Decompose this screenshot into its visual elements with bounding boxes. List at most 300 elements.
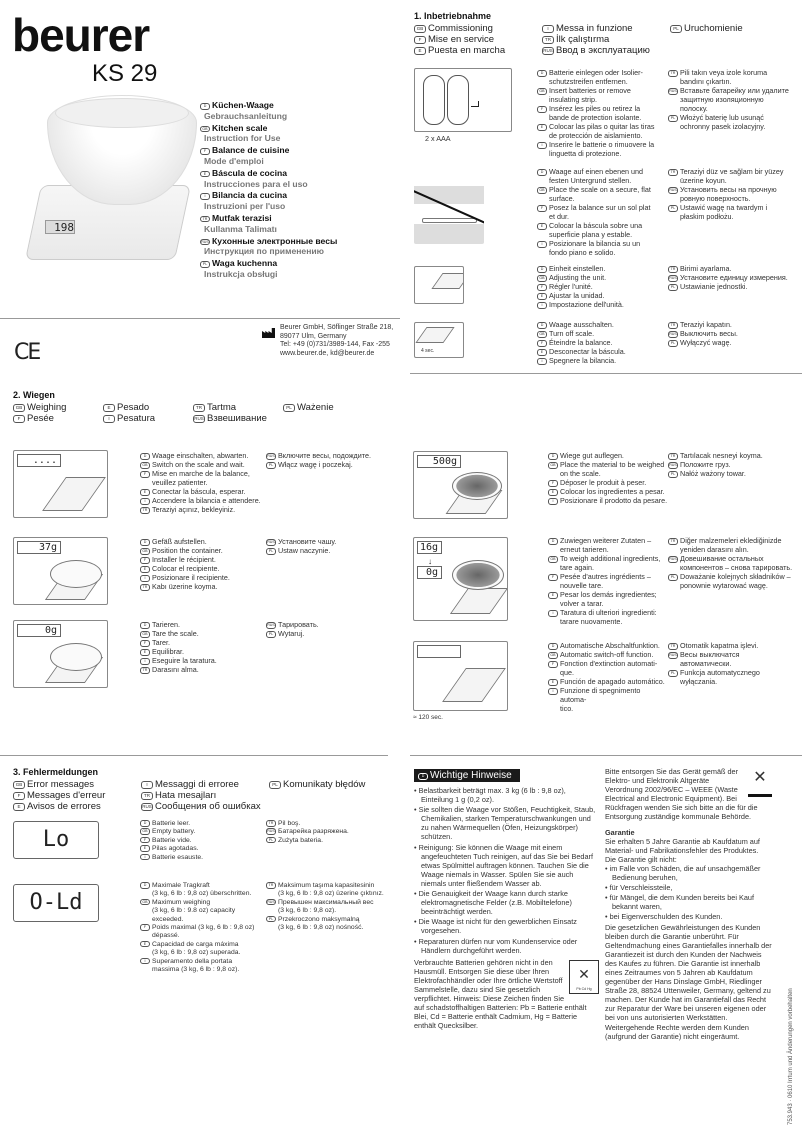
product-title-text: Bilancia da cucina	[212, 190, 287, 201]
product-subtitle: Instrucciones para el uso	[204, 178, 308, 189]
instruction-line	[668, 167, 798, 185]
lang-badge-f: F	[548, 480, 558, 487]
text-line: Tel: +49 (0)731/3989-144, Fax -255	[280, 341, 390, 349]
lang-badge-e: E	[140, 649, 150, 656]
bullet-item: • Die Waage ist nicht für den gewerblichen Einsatz vorgesehen.	[414, 917, 577, 936]
instruction-text: Fonction d'extinction automati- que.	[560, 659, 658, 677]
lang-title	[13, 790, 141, 801]
instruction-text: Tare the scale.	[152, 629, 199, 638]
product-title	[200, 123, 337, 134]
instruction-text: Funzione di spegnimento automa- tico.	[560, 686, 641, 713]
garantie-text: Die gesetzlichen Gewährleistungen des Kunden bleiben durch die Garantie unberührt. Für Geltendmachung eines Garantiefalles innerhalb der Garantiezeit ist durch den Kunden der Nachweis des Kaufes zu führen. Die Garantie ist innerhalb eines Zeitraumes von 5 Jahren ab Kaufdatum gegenüber der Hans Dinslage GmbH, Riedlinger Straße 28, 88524 Uttenweiler, Germany, geltend zu machen. Der Kunde hat im Garantiefall das Recht zur Reparatur der Ware bei unseren eigenen oder bei von uns autorisierten Werkstätten. Weitergehende Rechte werden dem Kunden (aufgrund der Garantie) nicht eingeräumt.	[605, 922, 772, 1041]
lang-badge-f: F	[537, 205, 547, 212]
instruction-text: Switch on the scale and wait.	[152, 460, 245, 469]
lang-title-text: Сообщения об ошибках	[155, 801, 261, 812]
lang-badge-rus: RUS	[194, 416, 204, 421]
instruction-text: Colocar la báscula sobre una superficie plana y estable.	[549, 221, 643, 239]
instruction-line	[140, 582, 266, 591]
lang-badge-pl: PL	[668, 284, 678, 291]
lang-badge-tr: TR	[193, 404, 205, 412]
step-text	[140, 620, 266, 674]
step-text	[266, 882, 396, 932]
lang-badge-e: E	[140, 845, 150, 852]
product-title-text: Báscula de cocina	[212, 167, 287, 178]
instruction-text: Tarer.	[152, 638, 170, 647]
lang-title	[193, 402, 283, 413]
lang-title-text: Avisos de errores	[27, 801, 101, 812]
instruction-text: Установите чашу.	[278, 537, 337, 546]
instruction-text: Ustaw naczynie.	[278, 546, 331, 555]
lang-badge: D	[418, 773, 428, 780]
step-text	[668, 536, 798, 590]
lang-title	[193, 413, 283, 424]
lang-badge-i: I	[140, 498, 150, 505]
instruction-line	[537, 185, 665, 203]
instruction-line	[537, 291, 665, 300]
lang-badge-e: E	[548, 489, 558, 496]
instruction-line	[140, 469, 266, 487]
lang-badge-tr: TR	[140, 507, 150, 514]
lang-badge-gb: GB	[548, 652, 558, 659]
instruction-text: Batterie vide.	[152, 836, 192, 844]
instruction-text: Ustawianie jednostki.	[680, 282, 748, 291]
instruction-line	[266, 882, 396, 899]
step-text	[668, 641, 798, 686]
lang-badge-gb: GB	[140, 631, 150, 638]
lang-badge-rus: RUS	[543, 48, 553, 53]
instruction-line	[668, 273, 798, 282]
lang-badge-e: E	[140, 941, 150, 948]
instruction-line	[548, 536, 668, 554]
instruction-text: Батарейка разряжена.	[278, 828, 349, 836]
divider	[0, 318, 400, 319]
battery-illustration	[414, 68, 512, 132]
lang-title	[13, 801, 141, 812]
instruction-line	[668, 554, 798, 572]
instruction-text: Position the container.	[152, 546, 223, 555]
instruction-text: Zuwiegen weiterer Zutaten – erneut tarieren.	[560, 536, 652, 554]
instruction-text: Pilas agotadas.	[152, 845, 199, 853]
instruction-line	[537, 122, 665, 140]
lang-title-text: Pesée	[27, 413, 54, 424]
lang-badge-gb: GB	[200, 126, 210, 133]
section-title-weighing: 2. Wiegen	[13, 390, 55, 400]
lang-badge-i: I	[140, 575, 150, 582]
battery-disposal-text: Verbrauchte Batterien gehören nicht in den Hausmüll. Entsorgen Sie diese über Ihren Elektrofachhändler oder Ihre örtliche Wertstoff Sammelstelle, dazu sind Sie gesetzlich verpflichtet. Hinweis: Diese Zeichen finden Sie auf schadstoffhaltigen Batterien: Pb = Batterie enthält Blei, Cd = Batterie enthält Cadmium, Hg = Batterie enthält Quecksilber.	[414, 957, 587, 1031]
instruction-line	[140, 487, 266, 496]
instruction-line	[140, 620, 266, 629]
lang-title	[414, 34, 542, 45]
auto-off-label: ≈ 120 sec.	[413, 714, 443, 721]
instruction-line	[140, 573, 266, 582]
lang-badge-d: D	[548, 538, 558, 545]
lang-badge-i: I	[548, 610, 558, 617]
bullet-item: • Sie sollten die Waage vor Stößen, Feuchtigkeit, Staub, Chemikalien, starken Temperaturschwankungen und zu nahen Wärmequellen (Öfen, Heizungskörper) schützen.	[414, 805, 596, 842]
lang-title-text: Messa in funzione	[556, 23, 633, 34]
instruction-line	[266, 629, 396, 638]
lang-badge-pl: PL	[668, 471, 678, 478]
lang-badge-d: D	[140, 820, 150, 827]
instruction-line	[140, 665, 266, 674]
lang-title	[542, 23, 670, 34]
lang-column	[414, 23, 542, 56]
instruction-text: Déposer le produit à peser.	[560, 478, 647, 487]
instruction-line	[668, 264, 798, 273]
lang-badge-pl: PL	[668, 115, 678, 122]
lang-badge-pl: PL	[668, 340, 678, 347]
lang-title-text: Ważenie	[297, 402, 334, 413]
lang-title-text: Pesado	[117, 402, 150, 413]
lang-badge-pl: PL	[668, 670, 678, 677]
instruction-line	[266, 620, 396, 629]
instruction-text: Insérez les piles ou retirez la bande de protection isolante.	[549, 104, 642, 122]
instruction-text: Poids maximal (3 kg, 6 lb : 9,8 oz) dépassé.	[152, 924, 255, 940]
instruction-text: Posez la balance sur un sol plat et dur.	[549, 203, 651, 221]
instruction-text: Place the scale on a secure, flat surface.	[549, 185, 651, 203]
instruction-line	[548, 478, 668, 487]
lang-badge-d: D	[140, 882, 150, 889]
product-title-text: Mutfak terazisi	[212, 212, 272, 223]
product-title	[200, 168, 337, 179]
lang-badge-tr: TR	[200, 216, 210, 223]
instruction-text: Colocar el recipiente.	[152, 564, 220, 573]
weighing-figure	[13, 620, 108, 688]
instruction-text: Zużyta bateria.	[278, 836, 323, 844]
instruction-text: Kabı üzerine koyma.	[152, 582, 218, 591]
lang-badge-i: I	[103, 415, 115, 423]
lang-title-text: Commissioning	[428, 23, 493, 34]
step-text	[548, 536, 668, 626]
instruction-text: Desconectar la báscula.	[549, 347, 626, 356]
instruction-text: Włożyć baterię lub usunąć ochronny pasek izolacyjny.	[680, 113, 766, 131]
lang-badge-i: I	[140, 958, 150, 965]
instruction-line	[140, 837, 266, 845]
lang-badge-i: I	[537, 302, 547, 309]
instruction-line	[548, 496, 668, 505]
scale-display: 198	[45, 220, 75, 234]
instruction-text: Diğer malzemeleri eklediğinizde yeniden darasını alın.	[680, 536, 782, 554]
lang-badge-pl: PL	[266, 916, 276, 923]
lang-column	[193, 402, 283, 424]
instruction-line	[140, 828, 266, 836]
lcd-display: ....	[17, 454, 61, 467]
instruction-text: Tarieren.	[152, 620, 180, 629]
instruction-line	[140, 505, 266, 514]
lang-title-text: Uruchomienie	[684, 23, 743, 34]
lang-title-text: Error messages	[27, 779, 95, 790]
lang-title	[670, 23, 770, 34]
lang-badge-rus: RUS	[267, 899, 275, 904]
product-subtitle: Gebrauchsanleitung	[204, 110, 288, 121]
lang-badge-gb: GB	[537, 187, 547, 194]
lang-badge-pl: PL	[269, 781, 281, 789]
unit-button-illustration	[414, 266, 464, 304]
lang-badge-i: I	[140, 658, 150, 665]
instruction-text: Spegnere la bilancia.	[549, 356, 617, 365]
instruction-line	[668, 572, 798, 590]
instruction-text: Accendere la bilancia e attendere.	[152, 496, 261, 505]
instruction-line	[140, 882, 266, 899]
weighing-figure	[413, 641, 508, 711]
lang-title	[141, 779, 269, 790]
instruction-line	[140, 941, 266, 958]
instruction-text: Ustawić wagę na twardym i płaskim podłożu.	[680, 203, 768, 221]
instruction-line	[548, 641, 668, 650]
lang-badge-tr: TR	[141, 792, 153, 800]
lang-badge-e: E	[537, 293, 547, 300]
lang-title	[542, 45, 670, 56]
lang-badge-i: I	[537, 142, 547, 149]
lang-title-text: Pesatura	[117, 413, 156, 424]
instruction-line	[140, 845, 266, 853]
instruction-text: Установите единицу измерения.	[680, 273, 788, 282]
lcd-display: 500g	[417, 455, 461, 468]
instruction-text: Весы выключатся автоматически.	[680, 650, 740, 668]
lang-badge-tr: TR	[668, 643, 678, 650]
product-subtitle: Instruction for Use	[204, 133, 281, 144]
instruction-text: Batterie esauste.	[152, 853, 204, 861]
lang-badge-d: D	[537, 266, 547, 273]
lang-badge-d: D	[548, 643, 558, 650]
instruction-text: Empty battery.	[152, 828, 196, 836]
instruction-text: Impostazione dell'unità.	[549, 300, 624, 309]
product-title-text: Кухонные электронные весы	[212, 235, 338, 246]
instruction-text: Pesée d'autres ingrédients – nouvelle tare.	[560, 572, 651, 590]
instruction-text: Pesar los demás ingredientes; volver a tarar.	[560, 590, 657, 608]
lang-badge-i: I	[537, 241, 547, 248]
instruction-text: Waage auf einen ebenen und festen Untergrund stellen.	[549, 167, 644, 185]
lang-title-text: Komunikaty błędów	[283, 779, 366, 790]
divider	[0, 755, 388, 756]
weee-bin-icon: ✕	[748, 767, 772, 797]
instruction-line	[548, 659, 668, 677]
lcd-display: 0g	[417, 566, 442, 579]
product-title-text: Kitchen scale	[212, 122, 268, 133]
lang-badge-d: D	[140, 453, 150, 460]
garantie-title: Garantie	[605, 827, 635, 837]
product-subtitle: Mode d'emploi	[204, 155, 264, 166]
lang-badge-f: F	[537, 106, 547, 113]
step-text	[537, 68, 665, 158]
lang-badge-gb: GB	[537, 275, 547, 282]
bullet-item: • Reparaturen dürfen nur vom Kundenservice oder Händlern durchgeführt werden.	[414, 936, 578, 955]
instruction-text: Posizionare il prodotto da pesare.	[560, 496, 668, 505]
instruction-text: Automatische Abschaltfunktion.	[560, 641, 660, 650]
weighing-figure: 16g ↓ 0g	[413, 537, 508, 621]
manufacturer-icon	[262, 328, 275, 338]
product-title	[200, 145, 337, 156]
instruction-line	[668, 320, 798, 329]
lang-column	[103, 402, 193, 424]
instruction-line	[537, 203, 665, 221]
instruction-text: Wiege gut auflegen.	[560, 451, 624, 460]
product-title	[200, 258, 337, 269]
instruction-line	[548, 590, 668, 608]
instruction-line	[548, 572, 668, 590]
lang-badge-rus: RUS	[669, 332, 677, 336]
instruction-line	[537, 167, 665, 185]
product-subtitle: Instrukcja obsługi	[204, 268, 278, 279]
bullet-item: • bei Eigenverschulden des Kunden.	[605, 912, 723, 922]
product-title	[200, 100, 337, 111]
lang-badge-f: F	[140, 837, 150, 844]
lang-badge-gb: GB	[548, 556, 558, 563]
instruction-line	[548, 487, 668, 496]
instruction-line	[537, 264, 665, 273]
step-text	[548, 641, 668, 713]
instruction-text: Maksimum taşıma kapasitesinin (3 kg, 6 lb : 9,8 oz) üzerine çıktınız.	[278, 882, 384, 898]
instruction-text: Capacidad de carga máxima (3 kg, 6 lb : 9,8 oz) superada.	[152, 940, 241, 957]
bullet-item: • im Falle von Schäden, die auf unsachgemäßer Bedienung beruhen,	[605, 863, 761, 883]
lang-badge-tr: TR	[668, 538, 678, 545]
battery-bin-icon: ✕ Pb Cd Hg	[569, 960, 599, 994]
scale-product-image	[25, 90, 200, 275]
lang-column	[141, 779, 269, 812]
instruction-text: Superamento della portata massima (3 kg, 6 lb : 9,8 oz).	[152, 957, 240, 974]
lang-badge-i: I	[140, 854, 150, 861]
lang-badge-tr: TR	[668, 322, 678, 329]
lang-badge-tr: TR	[140, 584, 150, 591]
title-list	[200, 100, 337, 281]
lang-badge-rus: RUS	[669, 463, 677, 467]
product-title-text: Waga kuchenna	[212, 258, 278, 269]
lang-badge-i: I	[537, 358, 547, 365]
lang-badge-pl: PL	[266, 462, 276, 469]
lang-title	[542, 34, 670, 45]
lang-badge-i: I	[200, 193, 210, 200]
instruction-text: Gefäß aufstellen.	[152, 537, 207, 546]
product-subtitle: Kullanma Talimatı	[204, 223, 277, 234]
step-text	[140, 882, 266, 974]
manufacturer-address	[280, 324, 393, 358]
instruction-line	[266, 451, 396, 460]
lang-badge-tr: TR	[266, 820, 276, 827]
notes-title: Wichtige Hinweise	[430, 770, 512, 781]
lang-badge-pl: PL	[670, 25, 682, 33]
step-text	[668, 264, 798, 291]
divider	[410, 373, 802, 374]
instruction-line	[548, 677, 668, 686]
instruction-line	[140, 555, 266, 564]
instruction-text: Einheit einstellen.	[549, 264, 606, 273]
instruction-line	[537, 329, 665, 338]
lang-badge-e: E	[414, 47, 426, 55]
section-lang-titles	[414, 23, 794, 56]
lang-badge-tr: TR	[668, 266, 678, 273]
lang-badge-e: E	[103, 404, 115, 412]
lang-column	[269, 779, 369, 812]
lang-badge-f: F	[140, 471, 150, 478]
lang-badge-pl: PL	[283, 404, 295, 412]
text-line: Beurer GmbH, Söflinger Straße 218,	[280, 324, 394, 331]
step-text	[668, 167, 798, 221]
lang-title	[103, 402, 193, 413]
lang-badge-pl: PL	[266, 548, 276, 555]
instruction-line	[668, 641, 798, 650]
instruction-line	[140, 638, 266, 647]
instruction-text: Place the material to be weighed on the scale.	[560, 460, 665, 478]
instruction-text: Wyłączyć wagę.	[680, 338, 732, 347]
lang-badge-tr: TR	[140, 667, 150, 674]
instruction-text: Wytaruj.	[278, 629, 305, 638]
instruction-line	[140, 537, 266, 546]
instruction-text: Teraziyi kapatın.	[680, 320, 732, 329]
product-subtitle: Instruzioni per l'uso	[204, 201, 286, 212]
instruction-line	[537, 356, 665, 365]
lang-badge-gb: GB	[13, 781, 25, 789]
instruction-line	[548, 451, 668, 460]
instruction-text: Тарировать.	[278, 620, 319, 629]
lang-badge-pl: PL	[668, 574, 678, 581]
instruction-text: Maximum weighing (3 kg, 6 lb : 9.8 oz) capacity exceeded.	[152, 898, 236, 923]
lang-title-text: İlk çalıştırma	[556, 34, 610, 45]
lang-badge-f: F	[140, 924, 150, 931]
step-text	[537, 167, 665, 257]
lang-badge-e: E	[200, 171, 210, 178]
instruction-text: Вставьте батарейку или удалите защитную изоляционную полоску.	[680, 86, 789, 113]
instruction-line	[140, 647, 266, 656]
instruction-text: Waage einschalten, abwarten.	[152, 451, 249, 460]
lang-badge-gb: GB	[13, 404, 25, 412]
instruction-text: Colocar los ingredientes a pesar.	[560, 487, 665, 496]
lang-badge-f: F	[140, 557, 150, 564]
instruction-text: Darasını alma.	[152, 665, 199, 674]
lang-badge-e: E	[140, 566, 150, 573]
instruction-text: Birimi ayarlama.	[680, 264, 732, 273]
instruction-text: Maximale Tragkraft (3 kg, 6 lb : 9,8 oz) überschritten.	[152, 882, 252, 898]
instruction-text: Colocar las pilas o quitar las tiras de protección de aislamiento.	[549, 122, 655, 140]
instruction-line	[266, 546, 396, 555]
lang-badge-gb: GB	[537, 88, 547, 95]
instruction-line	[548, 608, 668, 626]
lang-badge-i: I	[548, 688, 558, 695]
instruction-line	[537, 273, 665, 282]
lang-badge-e: E	[548, 679, 558, 686]
lang-badge-f: F	[414, 36, 426, 44]
lang-badge-rus: RUS	[267, 623, 275, 627]
section-title-commissioning: 1. Inbetriebnahme	[414, 11, 492, 21]
instruction-line	[537, 320, 665, 329]
instruction-line	[537, 282, 665, 291]
lang-title-text: Mise en service	[428, 34, 494, 45]
lang-badge-d: D	[537, 169, 547, 176]
lang-badge-d: D	[140, 622, 150, 629]
lang-badge-rus: RUS	[201, 239, 209, 244]
lang-badge-rus: RUS	[669, 276, 677, 280]
bullet-item: • Belastbarkeit beträgt max. 3 kg (6 lb : 9,8 oz), Einteilung 1 g (0,2 oz).	[414, 786, 566, 805]
ce-mark: CE	[14, 340, 40, 365]
step-text	[548, 451, 668, 505]
lang-badge-tr: TR	[668, 453, 678, 460]
instruction-text: Inserire le batterie o rimuovere la linguetta di protezione.	[549, 140, 655, 158]
lang-badge-gb: GB	[140, 899, 150, 906]
text-line: 89077 Ulm, Germany	[280, 332, 347, 340]
instruction-text: Eseguire la taratura.	[152, 656, 217, 665]
lang-column	[542, 23, 670, 56]
lang-badge-e: E	[537, 349, 547, 356]
lang-badge-e: E	[548, 592, 558, 599]
lang-badge-f: F	[537, 284, 547, 291]
lang-title	[141, 801, 269, 812]
instruction-line	[668, 451, 798, 460]
instruction-text: Batterie leer.	[152, 820, 191, 827]
lang-column	[670, 23, 770, 56]
lang-badge-rus: RUS	[267, 454, 275, 458]
instruction-line	[668, 68, 798, 86]
instruction-text: Éteindre la balance.	[549, 338, 613, 347]
instruction-line	[266, 828, 396, 836]
product-title-text: Balance de cuisine	[212, 145, 290, 156]
